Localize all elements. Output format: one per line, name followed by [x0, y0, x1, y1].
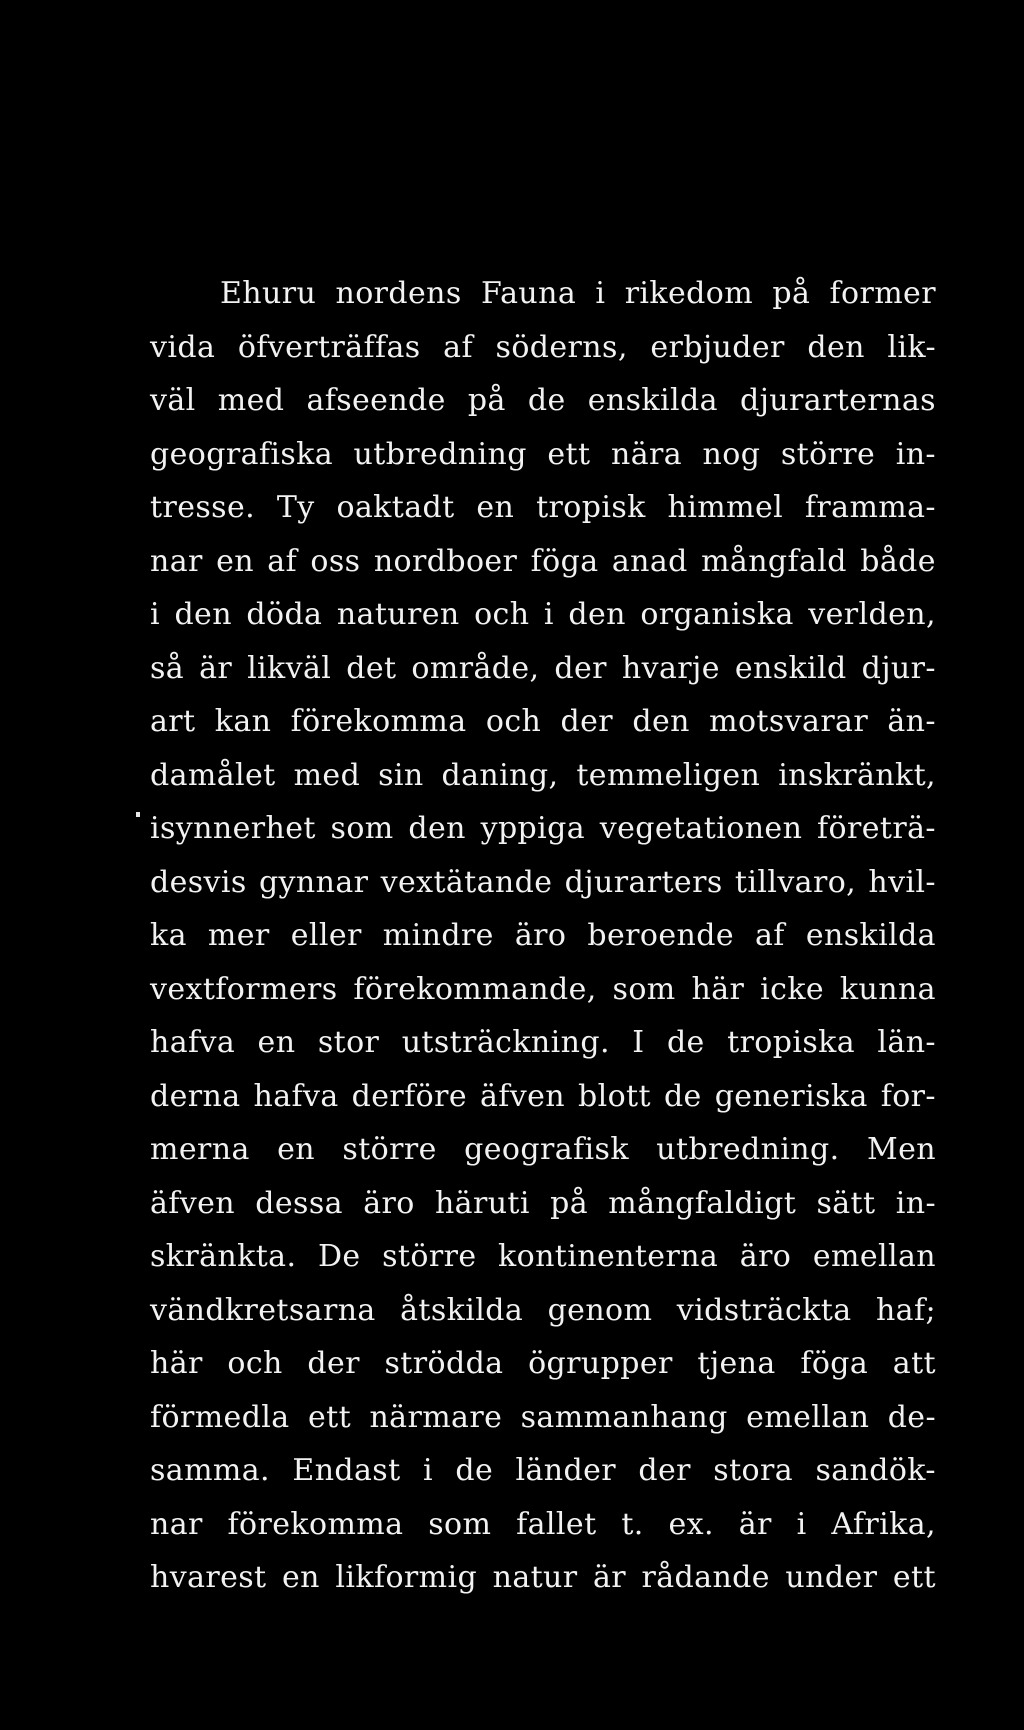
word: isynnerhet — [150, 811, 316, 846]
word: for- — [880, 1078, 936, 1114]
word: äfven — [150, 1185, 236, 1221]
word: oss — [310, 543, 361, 579]
word: derföre — [351, 1078, 467, 1114]
word: vextätande — [380, 864, 553, 900]
word: rikedom — [624, 276, 754, 311]
word: de- — [887, 1399, 936, 1435]
text-line — [150, 597, 936, 651]
word: emellan — [746, 1399, 870, 1435]
word: gynnar — [258, 864, 369, 900]
word: samma. — [150, 1453, 270, 1488]
word: oaktadt — [336, 490, 455, 525]
word: äfven — [479, 1078, 565, 1114]
word: nar — [150, 543, 203, 579]
word: tropiska — [727, 1025, 856, 1060]
word: här — [150, 1346, 203, 1381]
text-line — [150, 1239, 936, 1293]
word: djurarters — [564, 864, 723, 900]
word: som — [612, 971, 676, 1007]
word: af — [755, 918, 785, 953]
body-text — [150, 276, 936, 1614]
word: djurarternas — [739, 383, 936, 418]
word: med — [293, 757, 361, 793]
word: och — [474, 597, 530, 632]
word: De — [317, 1239, 361, 1274]
word: hafva — [150, 1025, 236, 1060]
word: sätt — [816, 1185, 876, 1221]
word: blott — [577, 1078, 651, 1114]
text-line — [150, 1025, 936, 1079]
word: vegetationen — [599, 811, 803, 846]
word: tresse. — [150, 490, 256, 525]
text-line — [150, 490, 936, 544]
word: som — [428, 1506, 492, 1542]
word: här — [691, 971, 745, 1007]
word: förekommande, — [353, 971, 597, 1007]
word: Endast — [292, 1453, 401, 1488]
word: är — [738, 1506, 772, 1542]
word: under — [785, 1560, 878, 1595]
word: närmare — [369, 1399, 503, 1435]
word: kan — [214, 704, 272, 739]
word: organiska — [640, 597, 794, 632]
word: större — [382, 1239, 477, 1274]
word: större — [342, 1132, 437, 1167]
word: mindre — [382, 918, 494, 953]
word: der — [560, 704, 614, 739]
text-line — [150, 1186, 936, 1240]
word: daning, — [441, 757, 559, 793]
word: än- — [887, 704, 936, 739]
word: der — [638, 1453, 691, 1488]
text-line — [150, 276, 936, 330]
word: hafva — [253, 1078, 339, 1114]
word: är — [593, 1560, 627, 1595]
word: utbredning. — [656, 1132, 840, 1167]
word: ex. — [668, 1506, 714, 1542]
word: mer — [207, 918, 270, 953]
text-line — [150, 383, 936, 437]
word: eller — [290, 918, 362, 953]
word: både — [860, 543, 936, 579]
word: nog — [702, 436, 761, 472]
text-line — [150, 1507, 936, 1561]
text-line — [150, 330, 936, 384]
word: äro — [363, 1185, 415, 1221]
word: temmeligen — [576, 757, 761, 793]
word: och — [227, 1346, 283, 1381]
word: inskränkt, — [778, 757, 936, 793]
word: ett — [307, 1399, 352, 1435]
word: ett — [892, 1560, 936, 1595]
word: nar — [150, 1506, 203, 1542]
word: i — [796, 1506, 807, 1542]
word: vändkretsarna — [150, 1292, 376, 1328]
word: den — [568, 597, 626, 632]
word: dessa — [255, 1185, 343, 1221]
text-line — [150, 1132, 936, 1186]
word: emellan — [812, 1239, 936, 1274]
word: den — [632, 704, 690, 739]
word: anad — [611, 543, 688, 579]
word: förekomma — [290, 704, 467, 739]
word: afseende — [306, 383, 446, 418]
text-line — [150, 1400, 936, 1454]
text-line — [150, 544, 936, 598]
word: som — [330, 811, 394, 846]
word: i — [150, 597, 160, 632]
word: en — [476, 490, 515, 525]
word: beroende — [587, 918, 734, 953]
word: mångfaldigt — [608, 1185, 797, 1221]
word: desvis — [150, 864, 247, 900]
text-line — [150, 437, 936, 491]
word: vida — [150, 329, 216, 365]
word: på — [772, 276, 811, 311]
word: I — [632, 1025, 645, 1060]
word: de — [666, 1025, 705, 1060]
word: stor — [317, 1025, 380, 1060]
word: förmedla — [150, 1399, 290, 1435]
word: ka — [150, 918, 187, 953]
word: vidsträckta — [676, 1292, 852, 1328]
word: stora — [713, 1453, 794, 1488]
word: lik- — [887, 329, 936, 365]
word: haf; — [875, 1292, 936, 1328]
word: ögrupper — [528, 1346, 673, 1381]
word: äro — [739, 1239, 792, 1274]
word: der — [307, 1346, 360, 1381]
word: vextformers — [150, 971, 338, 1007]
word: motsvarar — [709, 704, 869, 739]
word: åtskilda — [400, 1292, 524, 1328]
margin-mark — [136, 812, 140, 817]
word: område, — [411, 650, 540, 686]
word: ett — [547, 436, 591, 472]
word: verlden, — [808, 597, 936, 632]
text-line — [150, 1079, 936, 1133]
word: likformig — [335, 1560, 478, 1595]
word: sandök- — [815, 1453, 936, 1488]
word: häruti — [434, 1185, 530, 1221]
word: damålet — [150, 757, 276, 793]
word: den — [408, 811, 466, 846]
word: sammanhang — [520, 1399, 728, 1435]
word: djur- — [861, 650, 936, 686]
word: döda — [246, 597, 323, 632]
word: framma- — [804, 490, 936, 525]
word: öfverträffas — [237, 329, 421, 365]
word: enskild — [734, 650, 847, 686]
text-line — [150, 1293, 936, 1347]
word: kontinenterna — [498, 1239, 719, 1274]
word: större — [780, 436, 876, 472]
word: hvil- — [868, 864, 936, 900]
word: Afrika, — [831, 1506, 936, 1542]
word: det — [346, 650, 397, 686]
word: t. — [621, 1506, 644, 1542]
word: äro — [514, 918, 567, 953]
word: en — [282, 1560, 320, 1595]
word: och — [485, 704, 542, 739]
word: län- — [877, 1025, 936, 1060]
word: på — [467, 383, 506, 418]
word: i — [595, 276, 606, 311]
text-line — [150, 1453, 936, 1507]
word: företrä- — [817, 811, 936, 846]
word: der — [554, 650, 607, 686]
text-line — [150, 865, 936, 919]
text-line — [150, 704, 936, 758]
word: former — [829, 276, 936, 311]
word: en — [216, 543, 254, 579]
word: nära — [610, 436, 683, 472]
word: söderns, — [495, 329, 628, 365]
word: naturen — [336, 597, 460, 632]
word: den — [174, 597, 232, 632]
word: länder — [515, 1453, 617, 1488]
word: enskilda — [805, 918, 936, 953]
word: enskilda — [587, 383, 718, 418]
word: utbredning — [353, 436, 527, 472]
word: natur — [492, 1560, 578, 1595]
word: nordens — [335, 276, 462, 311]
word: geografiska — [150, 436, 334, 472]
word: föga — [530, 543, 599, 579]
word: fallet — [516, 1506, 597, 1542]
word: Ty — [276, 490, 315, 525]
word: de — [663, 1078, 702, 1114]
text-line — [150, 918, 936, 972]
word: kunna — [839, 971, 936, 1007]
text-line — [150, 811, 936, 865]
text-line — [150, 972, 936, 1026]
word: mångfald — [701, 543, 847, 579]
word: likväl — [247, 650, 332, 686]
text-line — [150, 651, 936, 705]
word: i — [543, 597, 554, 632]
word: de — [527, 383, 566, 418]
word: merna — [150, 1132, 250, 1167]
word: förekomma — [227, 1506, 404, 1542]
word: Ehuru — [220, 276, 317, 311]
word: in- — [895, 436, 936, 472]
text-line — [150, 1346, 936, 1400]
word: så — [150, 650, 185, 686]
word: geografisk — [464, 1132, 629, 1167]
word: strödda — [384, 1346, 504, 1381]
word: tillvaro, — [734, 864, 857, 900]
word: erbjuder — [650, 329, 785, 365]
word: utsträckning. — [401, 1025, 610, 1060]
word: nordboer — [373, 543, 518, 579]
word: Men — [866, 1132, 936, 1167]
word: är — [199, 650, 233, 686]
word: derna — [150, 1078, 241, 1114]
word: genom — [547, 1292, 653, 1328]
word: in- — [895, 1185, 936, 1221]
word: skränkta. — [150, 1239, 297, 1274]
word: af — [443, 329, 473, 365]
word: att — [892, 1346, 936, 1381]
word: med — [217, 383, 285, 418]
word: yppiga — [480, 811, 586, 846]
word: tropisk — [536, 490, 646, 525]
word: den — [807, 329, 865, 365]
text-line — [150, 1560, 936, 1614]
word: föga — [800, 1346, 869, 1381]
text-line — [150, 758, 936, 812]
word: en — [257, 1025, 296, 1060]
word: art — [150, 704, 196, 739]
word: i — [422, 1453, 433, 1488]
word: Fauna — [480, 276, 577, 311]
word: hvarje — [621, 650, 720, 686]
word: sin — [378, 757, 424, 793]
word: väl — [150, 383, 196, 418]
word: en — [277, 1132, 316, 1167]
word: tjena — [697, 1346, 776, 1381]
word: himmel — [667, 490, 784, 525]
word: icke — [760, 971, 825, 1007]
word: af — [267, 543, 298, 579]
word: hvarest — [150, 1560, 267, 1595]
word: rådande — [641, 1560, 770, 1595]
word: generiska — [714, 1078, 868, 1114]
word: på — [550, 1185, 589, 1221]
word: de — [455, 1453, 494, 1488]
